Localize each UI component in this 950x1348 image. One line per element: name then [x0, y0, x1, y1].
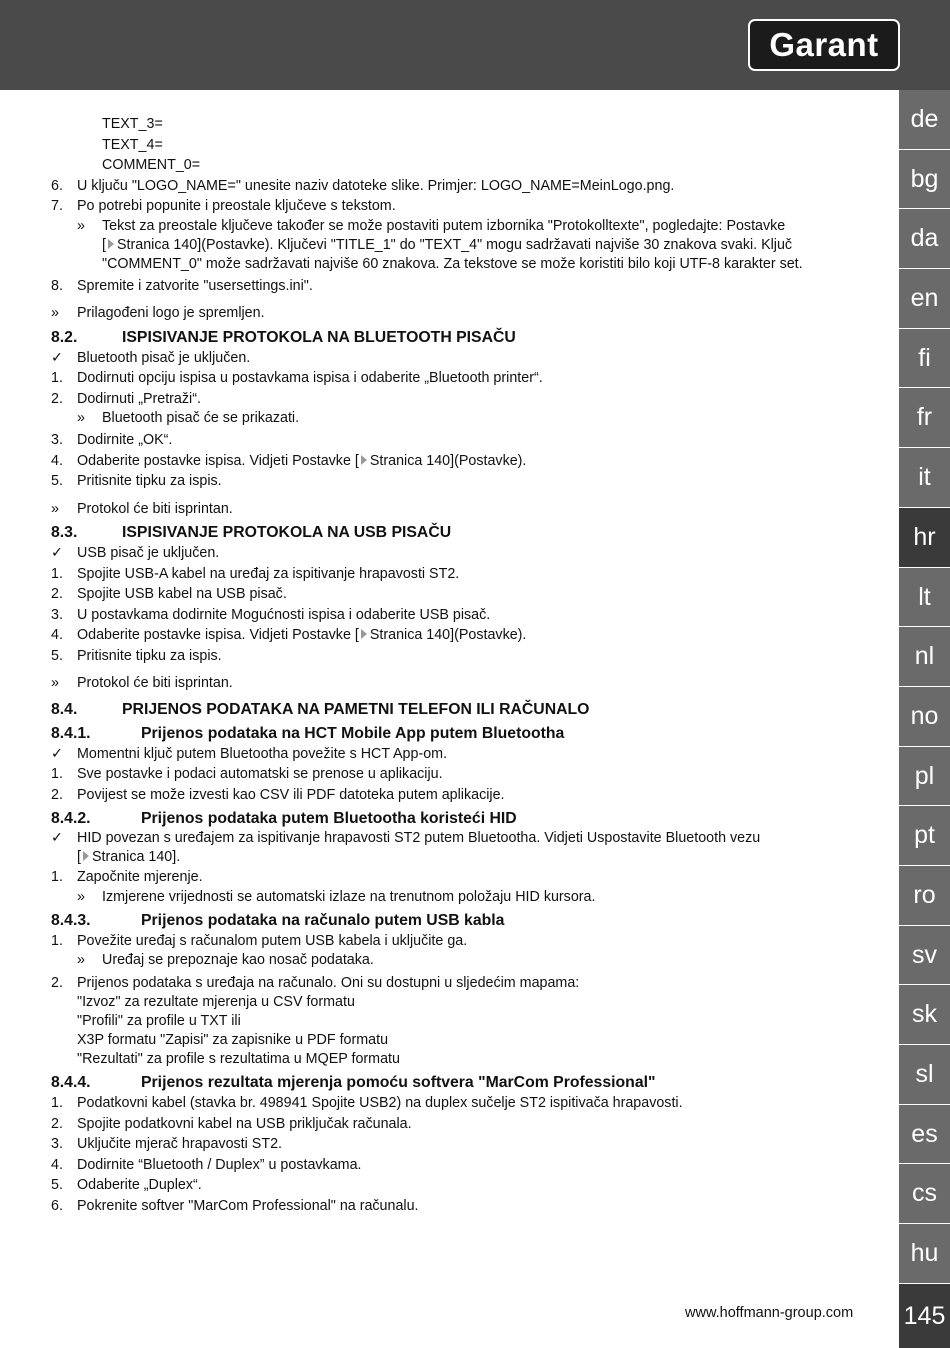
step-result: » Uređaj se prepoznaje kao nosač podataka. — [77, 952, 374, 968]
language-tab-fi[interactable]: fi — [899, 329, 950, 389]
section-heading-8-4-2: 8.4.2. Prijenos podataka putem Bluetootha koristeći HID — [51, 810, 517, 827]
prerequisite: ✓ Momentni ključ putem Bluetootha povežite s HCT App-om. — [51, 744, 841, 765]
step-item: 5. Pritisnite tipku za ispis. — [51, 473, 222, 489]
language-tab-en[interactable]: en — [899, 269, 950, 329]
step-item: 4. Odaberite postavke ispisa. Vidjeti Postavke [ Stranica 140](Postavke). — [51, 627, 527, 643]
step-item: 6. U ključu "LOGO_NAME=" unesite naziv datoteke slike. Primjer: LOGO_NAME=MeinLogo.png. — [51, 177, 675, 194]
language-tab-sl[interactable]: sl — [899, 1045, 950, 1105]
page-link[interactable]: Stranica 140](Postavke). Ključevi "TITLE_1" do "TEXT_4" mogu sadržavati najviše 30 znakova svaki. Ključ — [116, 236, 793, 253]
section-heading-8-4-4: 8.4.4. Prijenos rezultata mjerenja pomoću softvera "MarCom Professional" — [51, 1074, 656, 1091]
language-tab-lt[interactable]: lt — [899, 568, 950, 628]
text-line: COMMENT_0= — [102, 157, 201, 173]
step-item: 5. Odaberite „Duplex“. — [51, 1177, 202, 1193]
language-tab-nl[interactable]: nl — [899, 627, 950, 687]
section-heading-8-4: 8.4. PRIJENOS PODATAKA NA PAMETNI TELEFON ILI RAČUNALO — [51, 700, 590, 718]
page-number: 145 — [899, 1284, 950, 1348]
step-item: 1. Podatkovni kabel (stavka br. 498941 Spojite USB2) na duplex sučelje ST2 ispitivača hrapavosti. — [51, 1095, 683, 1111]
language-tab-it[interactable]: it — [899, 448, 950, 508]
garant-logo: Garant — [748, 19, 900, 71]
language-tab-fr[interactable]: fr — [899, 388, 950, 448]
step-item: 1. Započnite mjerenje. — [51, 869, 203, 885]
language-tab-hu[interactable]: hu — [899, 1224, 950, 1284]
section-heading-8-4-1: 8.4.1. Prijenos podataka na HCT Mobile App putem Bluetootha — [51, 724, 565, 742]
result-line: » Protokol će biti isprintan. — [51, 675, 233, 691]
step-item: 8. Spremite i zatvorite "usersettings.ini". — [51, 277, 313, 294]
page-link-icon — [83, 851, 89, 861]
step-item: 4. Dodirnite “Bluetooth / Duplex” u postavkama. — [51, 1156, 362, 1173]
language-tab-pt[interactable]: pt — [899, 806, 950, 866]
result-line: » Prilagođeni logo je spremljen. — [51, 305, 265, 321]
step-item: 5. Pritisnite tipku za ispis. — [51, 647, 222, 664]
language-tab-cs[interactable]: cs — [899, 1164, 950, 1224]
header-bar — [0, 0, 950, 90]
step-result: » Izmjerene vrijednosti se automatski izlaze na trenutnom položaju HID kursora. — [77, 888, 596, 905]
step-item: 3. Uključite mjerač hrapavosti ST2. — [51, 1136, 282, 1152]
footer-url[interactable]: www.hoffmann-group.com — [685, 1305, 854, 1321]
check-icon: ✓ — [51, 545, 63, 561]
page-link-icon — [361, 629, 367, 639]
check-icon: ✓ — [51, 830, 63, 846]
page-link-icon — [108, 239, 114, 249]
text-line: TEXT_4= — [102, 136, 163, 153]
step-item: 1. Spojite USB-A kabel na uređaj za ispitivanje hrapavosti ST2. — [51, 565, 460, 582]
document-body — [51, 114, 841, 1216]
step-result: » Tekst za preostale ključeve također se može postaviti putem izbornika "Protokolltexte", pogledajte: Postavke [ Stranica 140](Postavke). Ključevi "TITLE_1" do "TEXT_4" mogu sadržavati najviše 30 znakova svaki. Ključ "COMMENT_0" može sadržavati najviše 60 znakova. Za tekstove se može koristiti bilo koji UTF-8 karakter set. — [77, 217, 803, 272]
folder-line: "Rezultati" za profile s rezultatima u MQEP formatu — [77, 1051, 400, 1067]
language-tab-de[interactable]: de — [899, 90, 950, 150]
check-icon: ✓ — [51, 349, 63, 366]
language-tab-hr[interactable]: hr — [899, 508, 950, 568]
section-heading-8-2: 8.2. ISPISIVANJE PROTOKOLA NA BLUETOOTH PISAČU — [51, 328, 516, 346]
text-line: TEXT_3= — [102, 116, 163, 132]
step-item: 2. Dodirnuti „Pretraži“. — [51, 390, 201, 407]
step-item: 1. Dodirnuti opciju ispisa u postavkama ispisa i odaberite „Bluetooth printer“. — [51, 370, 543, 386]
page-link-icon — [361, 455, 367, 465]
prerequisite: ✓ HID povezan s uređajem za ispitivanje hrapavosti ST2 putem Bluetootha. Vidjeti Uspostavite Bluetooth vezu [ Stranica 140]. — [51, 830, 761, 865]
language-tab-es[interactable]: es — [899, 1105, 950, 1165]
step-item: 4. Odaberite postavke ispisa. Vidjeti Postavke [ Stranica 140](Postavke). — [51, 452, 527, 469]
prerequisite: ✓ USB pisač je uključen. — [51, 543, 841, 564]
language-tabs — [899, 90, 950, 1284]
language-tab-ro[interactable]: ro — [899, 866, 950, 926]
step-item: 2. Povijest se može izvesti kao CSV ili PDF datoteka putem aplikacije. — [51, 786, 505, 803]
page-link[interactable]: Stranica 140](Postavke). — [369, 452, 527, 469]
page-link[interactable]: Stranica 140](Postavke). — [369, 627, 527, 643]
language-tab-pl[interactable]: pl — [899, 747, 950, 807]
language-tab-no[interactable]: no — [899, 687, 950, 747]
folder-line: X3P formatu "Zapisi" za zapisnike u PDF formatu — [77, 1032, 389, 1048]
step-item: 3. U postavkama dodirnite Mogućnosti ispisa i odaberite USB pisač. — [51, 606, 491, 623]
language-tab-sk[interactable]: sk — [899, 985, 950, 1045]
language-tab-da[interactable]: da — [899, 209, 950, 269]
step-item: 2. Prijenos podataka s uređaja na računalo. Oni su dostupni u sljedećim mapama: "Izvoz" za rezultate mjerenja u CSV formatu "Profili" za profile u TXT ili X3P formatu "Zapisi" za zapisnike u PDF formatu "Rezultati" za profile s rezultatima u MQEP formatu — [51, 974, 841, 1069]
step-item: 1. Povežite uređaj s računalom putem USB kabela i uključite ga. — [51, 932, 468, 949]
folder-line: "Profili" za profile u TXT ili — [77, 1013, 241, 1029]
folder-line: "Izvoz" za rezultate mjerenja u CSV formatu — [77, 994, 355, 1010]
result-line: » Protokol će biti isprintan. — [51, 500, 233, 517]
prerequisite: ✓ Bluetooth pisač je uključen. — [51, 348, 841, 369]
step-item: 1. Sve postavke i podaci automatski se prenose u aplikaciju. — [51, 766, 443, 782]
step-item: 2. Spojite USB kabel na USB pisač. — [51, 586, 287, 602]
step-result: » Bluetooth pisač će se prikazati. — [77, 410, 300, 426]
step-item: 6. Pokrenite softver "MarCom Professional" na računalu. — [51, 1197, 419, 1214]
section-heading-8-4-3: 8.4.3. Prijenos podataka na računalo putem USB kabla — [51, 911, 505, 929]
language-tab-bg[interactable]: bg — [899, 150, 950, 210]
language-tab-sv[interactable]: sv — [899, 926, 950, 986]
check-icon: ✓ — [51, 745, 63, 762]
step-item: 2. Spojite podatkovni kabel na USB priključak računala. — [51, 1115, 412, 1132]
section-heading-8-3: 8.3. ISPISIVANJE PROTOKOLA NA USB PISAČU — [51, 524, 452, 541]
page-link[interactable]: Stranica 140]. — [91, 849, 181, 865]
step-item: 7. Po potrebi popunite i preostale ključeve s tekstom. — [51, 198, 396, 214]
step-item: 3. Dodirnite „OK“. — [51, 432, 173, 448]
